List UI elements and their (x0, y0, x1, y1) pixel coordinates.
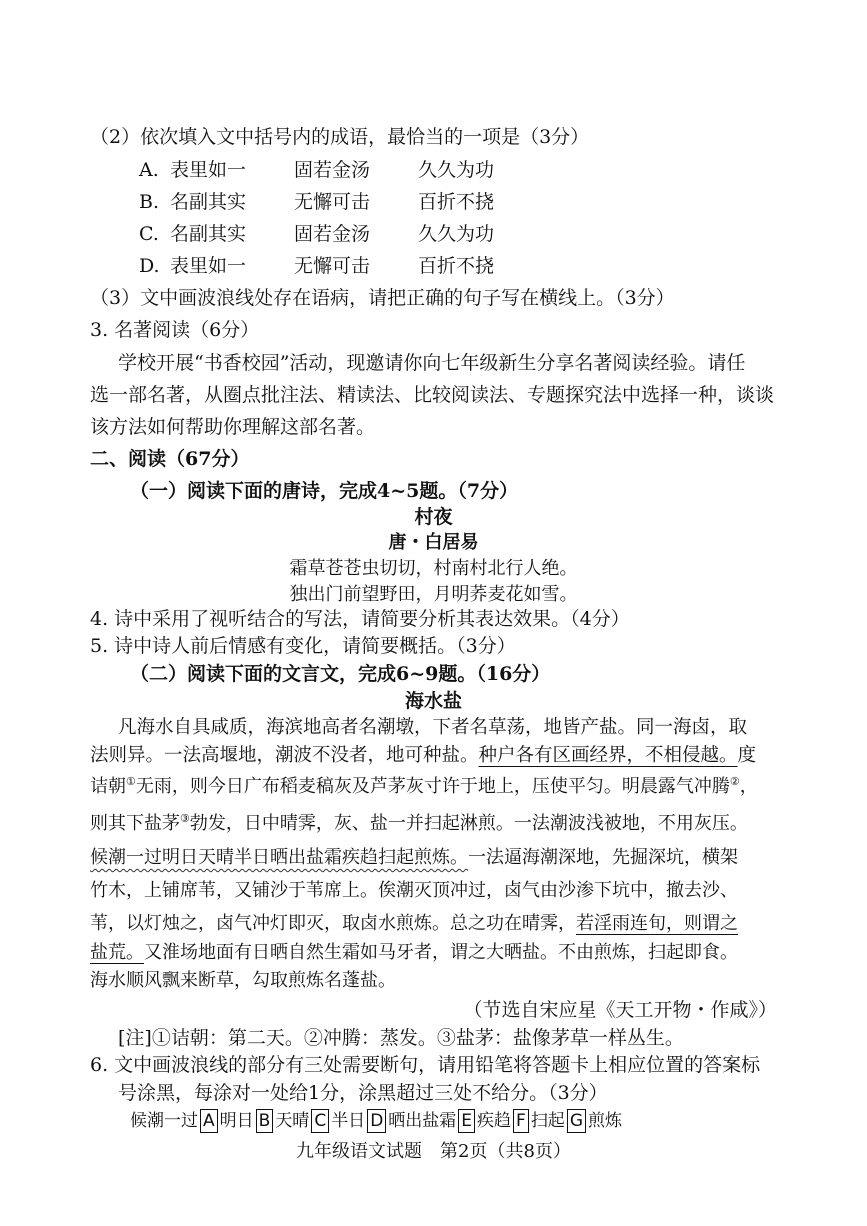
text-segment: 晒出盐霜 (388, 1111, 457, 1131)
option-idiom-3: 久久为功 (418, 223, 495, 245)
passage-line: 凡海水自具咸质，海滨地高者名潮墩，下者名草荡，地皆产盐。同一海卤，取 (118, 717, 748, 738)
underlined-sentence: 种户各有区画经界，不相侵越。 (478, 745, 738, 766)
option-idiom-1: 名副其实 (170, 191, 247, 213)
text-segment: 候潮一过 (130, 1111, 198, 1131)
passage-text: 无雨，则今日广布稻麦稿灰及芦茅灰寸许于地上，压使平匀。明晨露气冲腾 (135, 776, 730, 797)
text-segment: 半日 (331, 1111, 366, 1131)
footnote: [注]①诘朝：第二天。②冲腾：蒸发。③盐茅：盐像茅草一样丛生。 (118, 1027, 684, 1049)
passage-text: 则其下盐茅 (90, 813, 180, 834)
answer-box: G (567, 1109, 586, 1133)
text-segment: 明日 (219, 1111, 254, 1131)
text-segment: 疾趋 (477, 1111, 512, 1131)
underlined-sentence: 若淫雨连旬，则谓之 (576, 913, 738, 934)
option-idiom-1: 表里如一 (170, 159, 247, 181)
option-idiom-1: 表里如一 (170, 255, 247, 277)
q6-line: 号涂黑，每涂对一处给1分，涂黑超过三处不给分。（3分） (118, 1082, 608, 1104)
option-idiom-2: 无懈可击 (294, 255, 371, 277)
q4: 4. 诗中采用了视听结合的写法，请简要分析其表达效果。（4分） (90, 608, 630, 630)
text-segment: 扫起 (530, 1111, 565, 1131)
passage-text: 又淮场地面有日晒自然生霜如马牙者，谓之大晒盐。不由煎炼，扫起即食。 (144, 942, 738, 963)
passage-line (90, 845, 738, 871)
option-idiom-3: 百折不挠 (418, 191, 495, 213)
poem-title: 村夜 (414, 506, 453, 528)
poem-line: 独出门前望野田，月明荞麦花如雪。 (289, 584, 578, 605)
q3-sub-question: （3）文中画波浪线处存在语病，请把正确的句子写在横线上。（3分） (90, 287, 675, 309)
q3-text-line: 该方法如何帮助你理解这部名著。 (90, 416, 376, 438)
poem-line: 霜草苍苍虫切切，村南村北行人绝。 (289, 558, 578, 579)
footnote-marker: ① (126, 775, 136, 788)
passage-source: （节选自宋应星《天工开物・作咸》） (463, 999, 777, 1021)
q6-answer-options (130, 1108, 622, 1134)
passage-line: 竹木，上铺席苇，又铺沙于苇席上。俟潮灭顶冲过，卤气由沙渗下坑中，撤去沙、 (90, 880, 738, 901)
footnote-marker: ② (729, 775, 740, 788)
passage-line (90, 911, 738, 937)
part2-heading: （二）阅读下面的文言文，完成6~9题。（16分） (130, 663, 551, 685)
answer-box: D (367, 1109, 386, 1133)
q6-line: 6. 文中画波浪线的部分有三处需要断句，请用铅笔将答题卡上相应位置的答案标 (90, 1054, 761, 1076)
answer-box: F (513, 1109, 529, 1133)
passage-title: 海水盐 (404, 690, 462, 712)
text-segment: 天晴 (275, 1111, 310, 1131)
option-idiom-1: 名副其实 (170, 223, 247, 245)
option-idiom-3: 久久为功 (418, 159, 495, 181)
q5: 5. 诗中诗人前后情感有变化，请简要概括。（3分） (90, 635, 516, 657)
option-letter: C. (139, 223, 159, 245)
option-idiom-2: 固若金汤 (294, 223, 371, 245)
passage-text: 勃发，日中晴霁，灰、盐一并扫起淋煎。一法潮波浅被地，不用灰压。 (189, 813, 748, 834)
q2-stem: （2）依次填入文中括号内的成语，最恰当的一项是（3分） (90, 126, 590, 148)
passage-text: 法则异。一法高堰地，潮波不没者，地可种盐。 (90, 745, 479, 766)
answer-box: E (458, 1109, 475, 1133)
option-letter: A. (139, 159, 159, 181)
page-footer: 九年级语文试题 第2页（共8页） (296, 1141, 571, 1162)
option-letter: D. (139, 255, 160, 277)
option-idiom-2: 无懈可击 (294, 191, 371, 213)
option-idiom-3: 百折不挠 (418, 255, 495, 277)
answer-box: B (256, 1109, 274, 1133)
q3-text-line: 学校开展“书香校园”活动，现邀请你向七年级新生分享名著阅读经验。请任 (118, 352, 746, 374)
answer-box: C (311, 1109, 329, 1133)
passage-text: 苇，以灯烛之，卤气冲灯即灭，取卤水煎炼。总之功在晴霁， (90, 913, 576, 934)
poem-author: 唐・白居易 (388, 532, 479, 553)
passage-text: 一法逼海潮深地，先掘深坑，横架 (468, 847, 738, 868)
option-idiom-2: 固若金汤 (294, 159, 371, 181)
text-segment: 煎炼 (588, 1111, 622, 1131)
passage-line (90, 743, 756, 769)
underlined-sentence: 盐荒。 (90, 942, 144, 963)
passage-text: 度 (737, 745, 757, 766)
passage-line (90, 940, 738, 966)
passage-text: 诘朝 (90, 776, 126, 797)
footnote-marker: ③ (180, 812, 190, 825)
section-heading: 二、阅读（67分） (90, 448, 250, 470)
q3-title: 3. 名著阅读（6分） (90, 319, 260, 341)
passage-line (90, 774, 758, 800)
answer-box: A (200, 1109, 218, 1133)
option-letter: B. (139, 191, 160, 213)
passage-text: ， (739, 776, 758, 797)
q3-text-line: 选一部名著，从圈点批注法、精读法、比较阅读法、专题探究法中选择一种，谈谈 (90, 384, 775, 406)
passage-line (90, 811, 748, 837)
wavy-underlined-sentence: 候潮一过明日天晴半日晒出盐霜疾趋扫起煎炼。 (90, 847, 468, 868)
part1-heading: （一）阅读下面的唐诗，完成4~5题。（7分） (130, 480, 519, 502)
passage-line: 海水顺风飘来断草，勾取煎炼名蓬盐。 (90, 970, 396, 991)
